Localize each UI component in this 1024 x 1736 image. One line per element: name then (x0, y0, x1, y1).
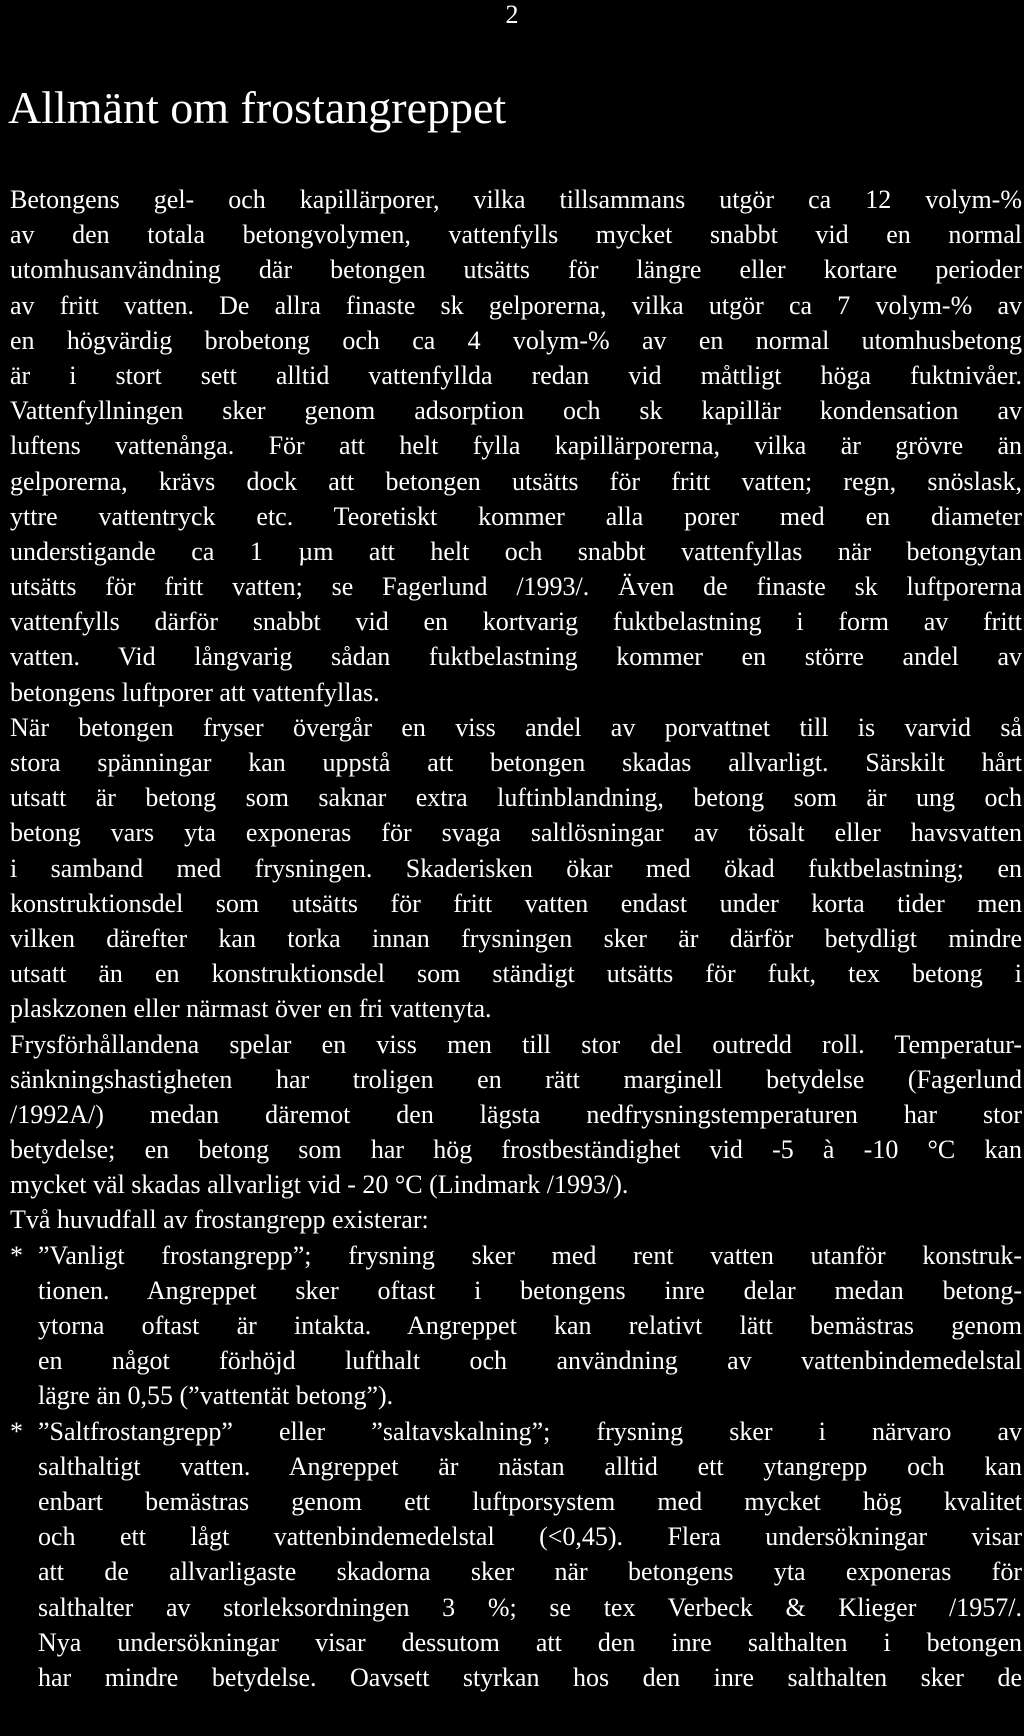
line-text: enbart bemästras genom ett luftporsystem med mycket hög kvalitet (38, 1486, 1022, 1516)
line-text: tionen. Angreppet sker oftast i betongens inre delar medan betong- (38, 1275, 1022, 1305)
line-text: att de allvarligaste skadorna sker när betongens yta exponeras för (38, 1557, 1022, 1587)
line-text: mycket väl skadas allvarligt vid - 20 °C (Lindmark /1993/). (10, 1170, 629, 1200)
line-text: ”Vanligt frostangrepp”; frysning sker med rent vatten utanför konstruk- (38, 1240, 1022, 1270)
line-text: i samband med frysningen. Skaderisken ökar med ökad fuktbelastning; en (10, 853, 1022, 883)
text-line (10, 499, 1022, 534)
text-line (10, 956, 1022, 991)
line-text: gelporerna, krävs dock att betongen utsätts för fritt vatten; regn, snöslask, (10, 466, 1022, 496)
text-line (10, 886, 1022, 921)
text-line (10, 1449, 1022, 1484)
text-line (10, 991, 1022, 1026)
line-text: ytorna oftast är intakta. Angreppet kan relativt lätt bemästras genom (38, 1311, 1022, 1340)
line-text: är i stort sett alltid vattenfyllda redan vid måttligt höga fuktnivåer. (10, 360, 1022, 390)
text-line (10, 710, 1022, 745)
text-line (10, 815, 1022, 850)
text-line (10, 288, 1022, 323)
line-text: Nya undersökningar visar dessutom att den inre salthalten i betongen (38, 1627, 1022, 1657)
text-line (10, 1202, 1022, 1237)
line-text: När betongen fryser övergår en viss andel av porvattnet till is varvid så (10, 712, 1022, 742)
text-line (10, 428, 1022, 463)
text-line (10, 1308, 1022, 1343)
line-text: sänkningshastigheten har troligen en rätt marginell betydelse (Fagerlund (10, 1064, 1022, 1094)
line-text: av den totala betongvolymen, vattenfylls mycket snabbt vid en normal (10, 220, 1022, 250)
text-line (10, 1132, 1022, 1167)
line-text: Frysförhållandena spelar en viss men till stor del outredd roll. Temperatur- (10, 1029, 1022, 1059)
line-text: salthalter av storleksordningen 3 %; se tex Verbeck & Klieger /1957/. (38, 1592, 1022, 1622)
text-line (10, 534, 1022, 569)
line-text: luftens vattenånga. För att helt fylla kapillärporerna, vilka är grövre än (10, 431, 1022, 461)
text-line (10, 252, 1022, 287)
text-line (10, 1484, 1022, 1519)
page-number: 2 (505, 0, 519, 29)
line-text: stora spänningar kan uppstå att betongen skadas allvarligt. Särskilt hårt (10, 748, 1022, 777)
line-text: utsätts för fritt vatten; se Fagerlund /1993/. Även de finaste sk luftporerna (10, 572, 1022, 602)
text-line (10, 745, 1022, 780)
text-line (10, 182, 1022, 217)
text-line (10, 851, 1022, 886)
line-text: ”Saltfrostangrepp” eller ”saltavskalning”; frysning sker i närvaro av (38, 1416, 1022, 1446)
text-line (10, 675, 1022, 710)
line-text: Vattenfyllningen sker genom adsorption och sk kapillär kondensation av (10, 396, 1022, 426)
line-text: betongens luftporer att vattenfyllas. (10, 677, 380, 707)
text-line (10, 780, 1022, 815)
line-text: betong vars yta exponeras för svaga saltlösningar av tösalt eller havsvatten (10, 818, 1022, 848)
line-text: en något förhöjd lufthalt och användning av vattenbindemedelstal (38, 1346, 1022, 1376)
line-text: vattenfylls därför snabbt vid en kortvarig fuktbelastning i form av fritt (10, 607, 1022, 637)
text-line (10, 1062, 1022, 1097)
line-text: vilken därefter kan torka innan frysningen sker är därför betydligt mindre (10, 923, 1022, 953)
text-line (10, 1378, 1022, 1413)
bullet-marker: * (10, 1416, 23, 1446)
line-text: och ett lågt vattenbindemedelstal (<0,45). Flera undersökningar visar (38, 1522, 1022, 1552)
text-line (10, 921, 1022, 956)
line-text: en högvärdig brobetong och ca 4 volym-% av en normal utomhusbetong (10, 325, 1022, 355)
section-heading: Allmänt om frostangreppet (8, 82, 507, 133)
text-line (10, 464, 1022, 499)
line-text: Betongens gel- och kapillärporer, vilka tillsammans utgör ca 12 volym-% (10, 185, 1022, 214)
text-line (10, 639, 1022, 674)
text-line (10, 1273, 1022, 1308)
text-line (10, 1097, 1022, 1132)
line-text: betydelse; en betong som har hög frostbeständighet vid -5 à -10 °C kan (10, 1135, 1022, 1165)
body-text (10, 182, 1022, 1695)
line-text: utsatt än en konstruktionsdel som ständigt utsätts för fukt, tex betong i (10, 959, 1022, 989)
text-line (10, 1625, 1022, 1660)
line-text: Två huvudfall av frostangrepp existerar: (10, 1205, 429, 1235)
text-line (10, 323, 1022, 358)
line-text: utomhusanvändning där betongen utsätts för längre eller kortare perioder (10, 255, 1022, 285)
line-text: av fritt vatten. De allra finaste sk gelporerna, vilka utgör ca 7 volym-% av (10, 290, 1022, 320)
line-text: understigande ca 1 µm att helt och snabbt vattenfyllas när betongytan (10, 536, 1022, 566)
line-text: /1992A/) medan däremot den lägsta nedfrysningstemperaturen har stor (10, 1099, 1022, 1129)
text-line (10, 1343, 1022, 1378)
line-text: utsatt är betong som saknar extra luftinblandning, betong som är ung och (10, 783, 1022, 813)
text-line (10, 217, 1022, 252)
text-line (10, 1519, 1022, 1554)
bullet-line (10, 1414, 1022, 1449)
line-text: vatten. Vid långvarig sådan fuktbelastning kommer en större andel av (10, 642, 1022, 672)
text-line (10, 1027, 1022, 1062)
text-line (10, 1590, 1022, 1625)
line-text: konstruktionsdel som utsätts för fritt vatten endast under korta tider men (10, 888, 1022, 918)
bullet-line (10, 1238, 1022, 1273)
line-text: har mindre betydelse. Oavsett styrkan hos den inre salthalten sker de (38, 1662, 1022, 1692)
text-line (10, 569, 1022, 604)
text-line (10, 604, 1022, 639)
line-text: lägre än 0,55 (”vattentät betong”). (38, 1381, 394, 1411)
line-text: plaskzonen eller närmast över en fri vattenyta. (10, 994, 492, 1024)
text-line (10, 1660, 1022, 1695)
line-text: yttre vattentryck etc. Teoretiskt kommer alla porer med en diameter (10, 501, 1022, 531)
line-text: salthaltigt vatten. Angreppet är nästan alltid ett ytangrepp och kan (38, 1451, 1022, 1481)
bullet-marker: * (10, 1240, 23, 1270)
text-line (10, 393, 1022, 428)
text-line (10, 1167, 1022, 1202)
text-line (10, 358, 1022, 393)
text-line (10, 1554, 1022, 1589)
